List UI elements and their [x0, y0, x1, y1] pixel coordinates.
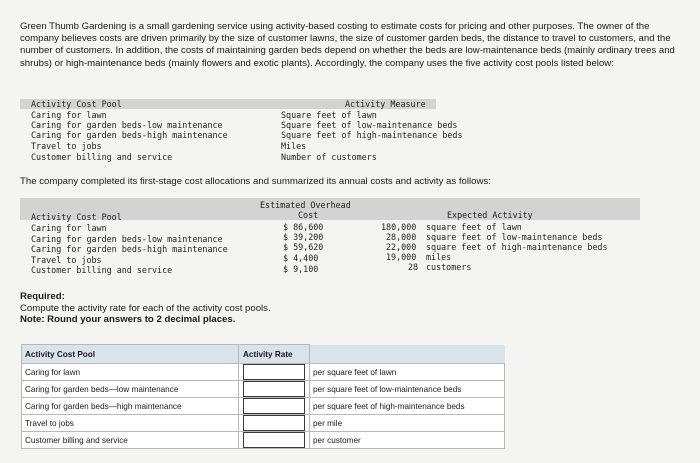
table1-row-pool: Caring for garden beds-low maintenance	[31, 120, 223, 130]
answer-rate-cell	[239, 415, 310, 432]
required-text: Compute the activity rate for each of the activity cost pools.	[20, 302, 271, 314]
table2-header-pool: Activity Cost Pool	[31, 212, 122, 222]
table-row	[22, 398, 505, 415]
table1-row-pool: Caring for lawn	[31, 110, 107, 120]
answer-header-rate: Activity Rate	[239, 345, 310, 364]
table2-header-cost-line1: Estimated Overhead	[260, 200, 351, 210]
answer-row-pool: Customer billing and service	[22, 432, 239, 449]
answer-header-spacer	[310, 345, 505, 364]
table2-row-unit: miles	[426, 252, 452, 262]
table1-row-pool: Customer billing and service	[31, 152, 173, 162]
table1-row-measure: Square feet of high-maintenance beds	[281, 130, 463, 140]
rate-input-travel[interactable]	[243, 415, 305, 431]
answer-rate-cell	[239, 398, 310, 415]
table2-row-pool: Customer billing and service	[31, 265, 173, 275]
answer-rate-cell	[239, 364, 310, 381]
table1-row-measure: Square feet of low-maintenance beds	[281, 120, 458, 130]
answer-row-pool: Caring for garden beds—high maintenance	[22, 398, 239, 415]
answer-row-pool: Caring for lawn	[22, 364, 239, 381]
activity-rate-answer-table	[21, 344, 505, 449]
required-label: Required:	[20, 291, 65, 302]
required-section	[20, 291, 271, 326]
rate-input-billing[interactable]	[243, 432, 305, 448]
rounding-note: Note: Round your answers to 2 decimal places.	[20, 314, 236, 325]
table-row	[22, 415, 505, 432]
answer-row-unit: per customer	[310, 432, 505, 449]
table2-row-cost: $ 39,200	[283, 232, 324, 242]
table1-row-measure: Miles	[281, 141, 307, 151]
answer-row-pool: Caring for garden beds—low maintenance	[22, 381, 239, 398]
table2-header-cost-line2: Cost	[298, 210, 319, 220]
summary-sentence: The company completed its first-stage cost allocations and summarized its annual costs and activity as follows:	[20, 176, 491, 187]
answer-row-unit: per square feet of lawn	[310, 364, 505, 381]
table1-header-measure: Activity Measure	[345, 99, 426, 109]
answer-rate-cell	[239, 432, 310, 449]
table1-header-pool: Activity Cost Pool	[31, 99, 122, 109]
answer-header-row	[22, 345, 505, 364]
table2-row-pool: Caring for lawn	[31, 223, 107, 233]
table1-row-pool: Travel to jobs	[31, 141, 102, 151]
table2-row-unit: customers	[426, 262, 472, 272]
answer-row-unit: per square feet of high-maintenance beds	[310, 398, 505, 415]
table2-row-qty: 22,000	[386, 242, 417, 252]
intro-paragraph: Green Thumb Gardening is a small gardening service using activity-based costing to estimate costs for pricing and other purposes. The owner of the company believes costs are driven primarily by the size of customer lawns, the size of customer garden beds, the distance to travel to customers, and the number of customers. In addition, the costs of maintaining garden beds depend on whether the beds are low-maintenance beds (mainly ordinary trees and shrubs) or high-maintenance beds (mainly flowers and exotic plants). Accordingly, the company uses the five activity cost pools listed below:	[20, 21, 675, 69]
table2-row-cost: $ 9,100	[283, 264, 319, 274]
rate-input-high-maintenance[interactable]	[243, 398, 305, 414]
table2-header-activity: Expected Activity	[447, 210, 533, 220]
table1-row-measure: Number of customers	[281, 152, 377, 162]
table-row	[22, 381, 505, 398]
answer-row-unit: per square feet of low-maintenance beds	[310, 381, 505, 398]
table2-row-unit: square feet of high-maintenance beds	[426, 242, 608, 252]
answer-header-pool: Activity Cost Pool	[22, 345, 239, 364]
table1-row-pool: Caring for garden beds-high maintenance	[31, 130, 228, 140]
table2-row-unit: square feet of low-maintenance beds	[426, 232, 603, 242]
table2-row-unit: square feet of lawn	[426, 222, 522, 232]
table2-row-cost: $ 59,620	[283, 242, 324, 252]
table1-row-measure: Square feet of lawn	[281, 110, 377, 120]
answer-rate-cell	[239, 381, 310, 398]
answer-row-pool: Travel to jobs	[22, 415, 239, 432]
table2-row-pool: Caring for garden beds-high maintenance	[31, 244, 228, 254]
table2-row-qty: 180,000	[381, 222, 417, 232]
answer-row-unit: per mile	[310, 415, 505, 432]
table2-row-qty: 28	[408, 262, 419, 272]
table2-row-cost: $ 4,400	[283, 253, 319, 263]
rate-input-low-maintenance[interactable]	[243, 381, 305, 397]
table2-row-cost: $ 86,600	[283, 222, 324, 232]
table2-row-qty: 19,000	[386, 252, 417, 262]
table-row	[22, 364, 505, 381]
table2-row-pool: Travel to jobs	[31, 255, 102, 265]
table-row	[22, 432, 505, 449]
table2-row-qty: 28,000	[386, 232, 417, 242]
rate-input-lawn[interactable]	[243, 364, 305, 380]
table2-row-pool: Caring for garden beds-low maintenance	[31, 234, 223, 244]
